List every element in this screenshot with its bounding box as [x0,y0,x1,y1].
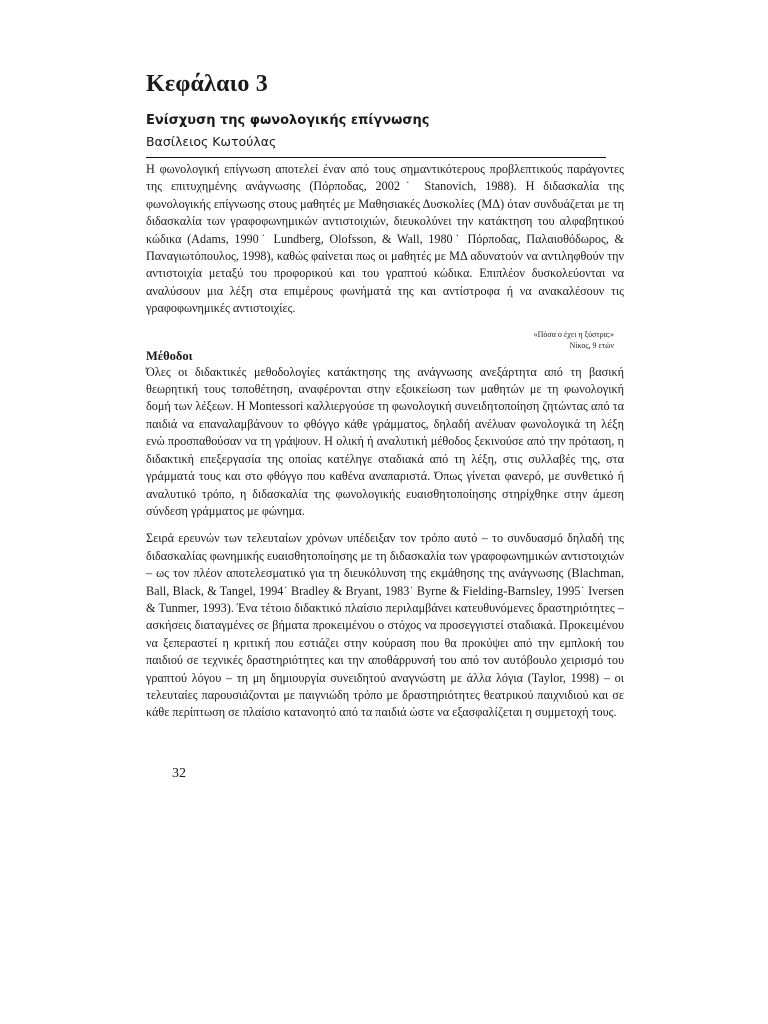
quote-attribution: Νίκος, 9 ετών [569,340,614,350]
quote-text: «Πόσα ο έχει η ξύστρα;» [533,329,614,339]
title-divider [146,157,606,158]
intro-paragraph: Η φωνολογική επίγνωση αποτελεί έναν από τους σημαντικότερους προβλεπτικούς παράγοντες της επιτυχημένης ανάγνωσης (Πόρποδας, 2002˙ Stanovich, 1988). Η διδασκαλία της φωνολογικής επίγνωσης στους μαθητές με Μαθησιακές Δυσκολίες (ΜΔ) όταν συνδυάζεται με τη διδασκαλία των γραφοφωνημικών αντιστοιχιών, διευκολύνει την κατάκτηση του αλφαβητικού κώδικα (Adams, 1990˙ Lundberg, Olofsson, & Wall, 1980˙ Πόρποδας, Παλαιοθόδωρος, & Παναγιωτόπουλος, 1998), καθώς φαίνεται πως οι μαθητές με ΜΔ αδυνατούν να αντιληφθούν την αντιστοιχία μεταξύ του προφορικού και του γραπτού κώδικα. Επιπλέον δυσκολεύονται να αναλύσουν μια λέξη στα επιμέρους φωνήματά της και αντίστροφα ή να ανακαλέσουν τις γραφοφωνημικές αντιστοιχίες. [146,162,624,316]
section-title: Ενίσχυση της φωνολογικής επίγνωσης [146,113,430,128]
methods-heading: Μέθοδοι [146,348,193,363]
methods-paragraph-2: Σειρά ερευνών των τελευταίων χρόνων υπέδειξαν τον τρόπο αυτό – το συνδυασμό δηλαδή της διδασκαλίας φωνημικής ευαισθητοποίησης με τη διδασκαλία των γραφοφωνημικών αντιστοιχιών – ως τον πλέον αποτελεσματικό για τη διευκόλυνση της εκμάθησης της ανάγνωσης (Blachman, Ball, Black, & Tangel, 1994˙ Bradley & Bryant, 1983˙ Byrne & Fielding-Barnsley, 1995˙ Iversen & Tunmer, 1993). Ένα τέτοιο διδακτικό πλαίσιο περιλαμβάνει κατευθυνόμενες δραστηριότητες – ασκήσεις διαταγμένες σε βήματα προκειμένου ο στόχος να προσεγγιστεί σταδιακά. Προκειμένου να ξεπεραστεί η κριτική που εστιάζει στην κούραση που θα προκύψει από την εμπλοκή του παιδιού σε τεχνικές δραστηριότητες και την αποθάρρυνσή του από τον αυτόβουλο χειρισμό του γραπτού λόγου – τη μη δημιουργία συνειδητού αναγνώστη με άλλα λόγια (Taylor, 1998) – οι τελευταίες παρουσιάζονται με παιγνιώδη τρόπο με δραστηριότητες θεατρικού παιχνιδιού και σε κάθε περίπτωση σε πλαίσιο κατανοητό από τα παιδιά ώστε να εξασφαλίζεται η συμμετοχή τους. [146,531,624,720]
methods-paragraph-1: Όλες οι διδακτικές μεθοδολογίες κατάκτησης της ανάγνωσης ανεξάρτητα από τη βασική θεωρητική τους τοποθέτηση, αναφέρονται στην εξοικείωση των μαθητών με τη φωνολογική δομή των λέξεων. Η Montessori καλλιεργούσε τη φωνολογική συνειδητοποίηση ζητώντας από τα παιδιά να επαναλαμβάνουν το φθόγγο κάθε γράμματος, δηλαδή ανέλυαν φωνολογικά τη λέξη ενώ προσπαθούσαν να τη γράψουν. Η ολική ή αναλυτική μέθοδος ξεκινούσε από την πρόταση, η διδακτική επεξεργασία της οποίας κατέληγε σταδιακά από τη λέξη, στις συλλαβές της, στα γράμματά τους και στο φθόγγο που καθένα αναπαριστά. Όπως γίνεται φανερό, με συνθετικό ή αναλυτικό τρόπο, η διδασκαλία της φωνολογικής ευαισθητοποίησης στηρίχθηκε στην άμεση σύνδεση γράμματος με φώνημα. [146,364,624,518]
page-number: 32 [172,766,186,781]
paragraph-gap [146,520,624,530]
page-content [146,70,624,722]
chapter-title: Κεφάλαιο 3 [146,71,268,97]
author-name: Βασίλειος Κωτούλας [146,134,277,149]
